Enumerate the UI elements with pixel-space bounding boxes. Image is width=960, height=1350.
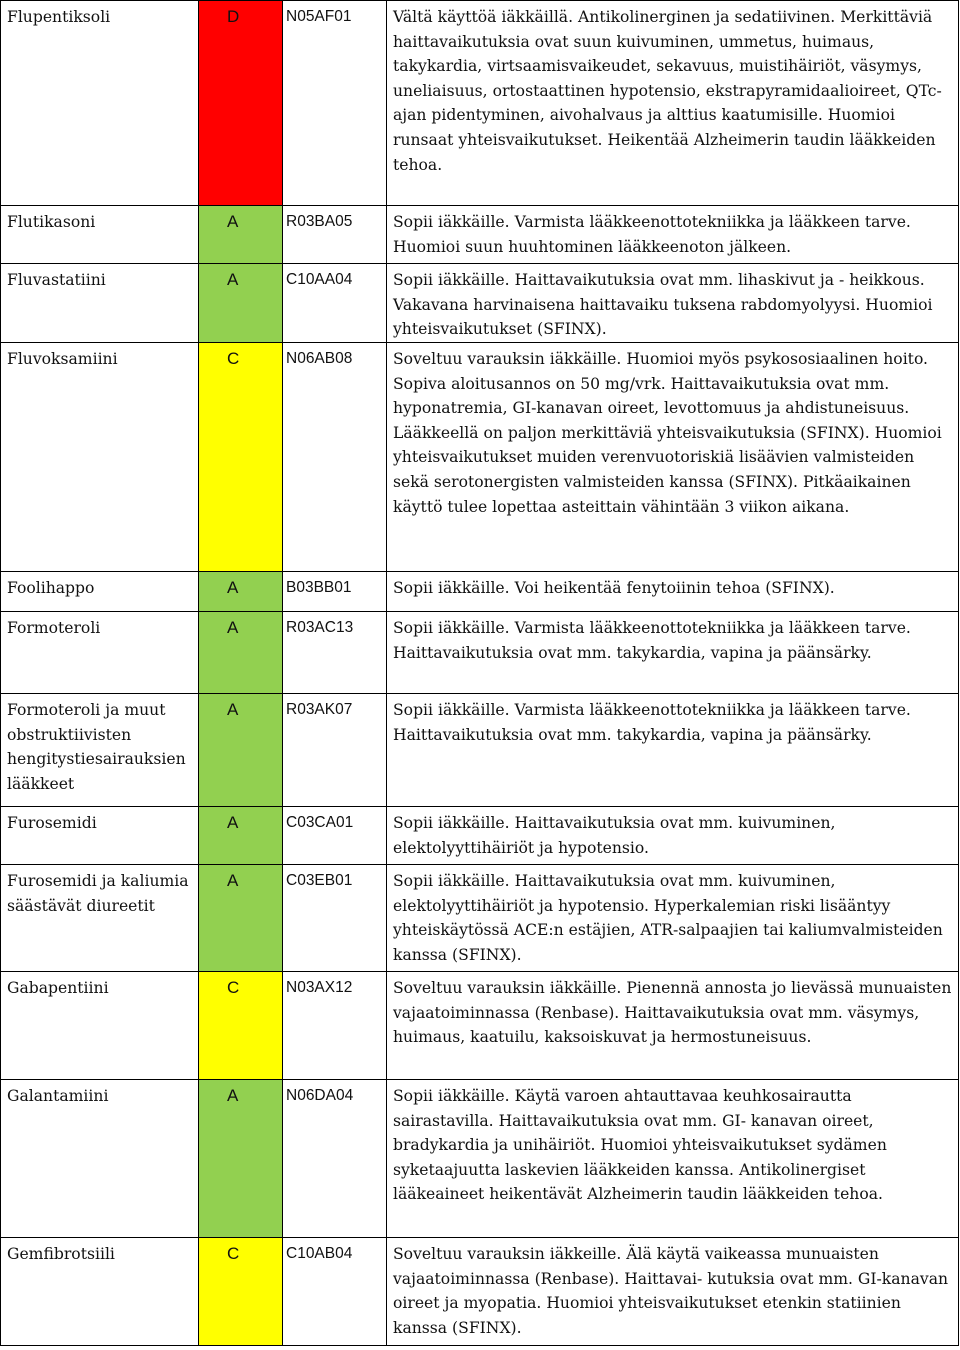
atc-code: N05AF01 — [283, 1, 387, 206]
drug-name: Formoteroli ja muut obstruktiivisten hengitystiesairauksien lääkkeet — [1, 694, 199, 807]
atc-code: N06AB08 — [283, 343, 387, 572]
table-row — [1, 694, 959, 807]
drug-name: Furosemidi — [1, 807, 199, 865]
table-row — [1, 972, 959, 1080]
drug-name: Furosemidi ja kaliumia säästävät diureetit — [1, 865, 199, 972]
atc-code: C10AA04 — [283, 264, 387, 343]
class-badge: D — [199, 1, 283, 206]
drug-comment: Vältä käyttöä iäkkäillä. Antikolinerginen ja sedatiivinen. Merkittäviä haittavaikutuksia ovat suun kuivuminen, ummetus, huimaus, takykardia, virtsaamisvaikeudet, sekavuus, muistihäiriöt, väsymys, uneliaisuus, ortostaattinen hypotensio, ekstrapyramidaalioireet, QTc-ajan pidentyminen, aivohalvaus ja alttius kaatumisille. Huomioi runsaat yhteisvaikutukset. Heikentää Alzheimerin taudin lääkkeiden tehoa. — [387, 1, 959, 206]
drug-comment: Soveltuu varauksin iäkkäille. Huomioi myös psykososiaalinen hoito. Sopiva aloitusannos on 50 mg/vrk. Haittavaikutuksia ovat mm. hyponatremia, GI-kanavan oireet, levottomuus ja ahdistuneisuus. Lääkkeellä on paljon merkittäviä yhteisvaikutuksia (SFINX). Huomioi yhteisvaikutukset muiden verenvuotoriskiä lisäävien valmisteiden sekä serotonergisten valmisteiden kanssa (SFINX). Pitkäaikainen käyttö tulee lopettaa asteittain vähintään 3 viikon aikana. — [387, 343, 959, 572]
class-badge: A — [199, 612, 283, 694]
drug-name: Fluvoksamiini — [1, 343, 199, 572]
drug-name: Foolihappo — [1, 572, 199, 612]
atc-code: N06DA04 — [283, 1080, 387, 1238]
drug-name: Gemfibrotsiili — [1, 1238, 199, 1346]
atc-code: C03EB01 — [283, 865, 387, 972]
class-badge: C — [199, 972, 283, 1080]
table-row — [1, 206, 959, 264]
drug-comment: Sopii iäkkäille. Haittavaikutuksia ovat mm. kuivuminen, elektolyyttihäiriöt ja hypotensio. Hyperkalemian riski lisääntyy yhteiskäytössä ACE:n estäjien, ATR-salpaajien tai kaliumvalmisteiden kanssa (SFINX). — [387, 865, 959, 972]
class-badge: A — [199, 865, 283, 972]
table-row — [1, 1, 959, 206]
drug-comment: Sopii iäkkäille. Varmista lääkkeenottotekniikka ja lääkkeen tarve. Haittavaikutuksia ovat mm. takykardia, vapina ja päänsärky. — [387, 694, 959, 807]
atc-code: C10AB04 — [283, 1238, 387, 1346]
atc-code: C03CA01 — [283, 807, 387, 865]
drug-name: Flupentiksoli — [1, 1, 199, 206]
class-badge: C — [199, 343, 283, 572]
drug-comment: Sopii iäkkäille. Käytä varoen ahtauttavaa keuhkosairautta sairastavilla. Haittavaikutuksia ovat mm. GI- kanavan oireet, bradykardia ja unihäiriöt. Huomioi yhteisvaikutukset sydämen syketaajuutta laskevien lääkkeiden kanssa. Antikolinergiset lääkeaineet heikentävät Alzheimerin taudin lääkkeiden tehoa. — [387, 1080, 959, 1238]
table-row — [1, 1080, 959, 1238]
atc-code: B03BB01 — [283, 572, 387, 612]
drug-comment: Sopii iäkkäille. Voi heikentää fenytoiinin tehoa (SFINX). — [387, 572, 959, 612]
class-badge: C — [199, 1238, 283, 1346]
drug-name: Galantamiini — [1, 1080, 199, 1238]
atc-code: R03AK07 — [283, 694, 387, 807]
drug-comment: Soveltuu varauksin iäkkeille. Älä käytä vaikeassa munuaisten vajaatoiminnassa (Renbase). Haittavai- kutuksia ovat mm. GI-kanavan oireet ja myopatia. Huomioi yhteisvaikutukset etenkin statiinien kanssa (SFINX). — [387, 1238, 959, 1346]
class-badge: A — [199, 807, 283, 865]
table-row — [1, 572, 959, 612]
drug-comment: Sopii iäkkäille. Haittavaikutuksia ovat mm. kuivuminen, elektolyyttihäiriöt ja hypotensio. — [387, 807, 959, 865]
drug-comment: Sopii iäkkäille. Varmista lääkkeenottotekniikka ja lääkkeen tarve. Haittavaikutuksia ovat mm. takykardia, vapina ja päänsärky. — [387, 612, 959, 694]
drug-name: Fluvastatiini — [1, 264, 199, 343]
class-badge: A — [199, 694, 283, 807]
drug-comment: Sopii iäkkäille. Varmista lääkkeenottotekniikka ja lääkkeen tarve. Huomioi suun huuhtominen lääkkeenoton jälkeen. — [387, 206, 959, 264]
table-row — [1, 343, 959, 572]
drug-name: Flutikasoni — [1, 206, 199, 264]
drug-table-body — [1, 1, 959, 1346]
table-row — [1, 612, 959, 694]
class-badge: A — [199, 572, 283, 612]
atc-code: N03AX12 — [283, 972, 387, 1080]
drug-name: Gabapentiini — [1, 972, 199, 1080]
atc-code: R03BA05 — [283, 206, 387, 264]
drug-comment: Soveltuu varauksin iäkkäille. Pienennä annosta jo lievässä munuaisten vajaatoiminnassa (Renbase). Haittavaikutuksia ovat mm. väsymys, huimaus, kaatuilu, kaksoiskuvat ja hermostuneisuus. — [387, 972, 959, 1080]
table-row — [1, 1238, 959, 1346]
drug-comment: Sopii iäkkäille. Haittavaikutuksia ovat mm. lihaskivut ja - heikkous. Vakavana harvinaisena haittavaiku tuksena rabdomyolyysi. Huomioi yhteisvaikutukset (SFINX). — [387, 264, 959, 343]
class-badge: A — [199, 206, 283, 264]
class-badge: A — [199, 1080, 283, 1238]
class-badge: A — [199, 264, 283, 343]
table-row — [1, 807, 959, 865]
atc-code: R03AC13 — [283, 612, 387, 694]
table-row — [1, 865, 959, 972]
drug-name: Formoteroli — [1, 612, 199, 694]
table-row — [1, 264, 959, 343]
